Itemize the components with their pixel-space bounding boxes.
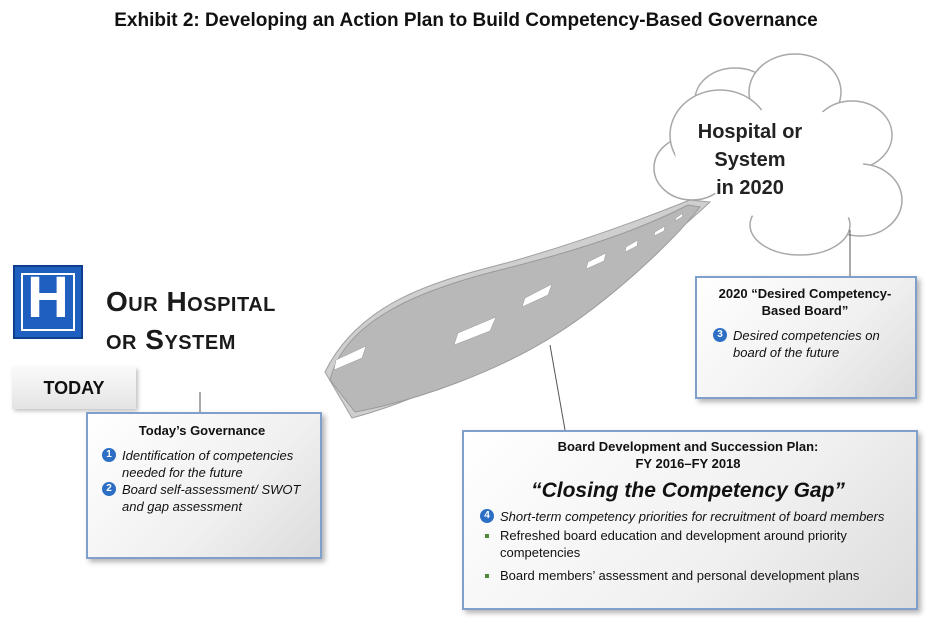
bullet-icon [485, 534, 489, 538]
hospital-name-line2: or System [106, 324, 236, 355]
plan-heading-line1: Board Development and Succession Plan: [557, 439, 819, 454]
hospital-name-line1: Our Hospital [106, 286, 276, 317]
plan-bullet-1 [470, 527, 906, 561]
desired-board-heading-line1: 2020 “Desired Competency- [718, 286, 892, 301]
destination-line1: Hospital or [697, 121, 803, 143]
today-item-2-text: Board self-assessment/ SWOT and gap assessment [122, 482, 301, 514]
desired-board-box [695, 276, 917, 399]
exhibit-title: Exhibit 2: Developing an Action Plan to Build Competency-Based Governance [114, 10, 818, 31]
today-item-1-text: Identification of competencies needed for the future [122, 448, 294, 480]
plan-bullet-1-text: Refreshed board education and development around priority competencies [500, 528, 847, 560]
destination-label [655, 118, 845, 202]
plan-heading-line2: FY 2016–FY 2018 [635, 456, 741, 471]
number-3-icon: 3 [713, 328, 727, 342]
plan-bullet-2-text: Board members’ assessment and personal development plans [500, 568, 860, 583]
desired-board-heading-line2: Based Board” [761, 303, 849, 318]
plan-item-4 [470, 508, 906, 525]
number-4-icon: 4 [480, 509, 494, 523]
hospital-logo-letter: H [27, 265, 69, 330]
today-label: TODAY [12, 367, 136, 409]
plan-bullet-2 [470, 567, 906, 584]
today-item-1 [92, 447, 312, 481]
hospital-name [106, 283, 276, 359]
number-2-icon: 2 [102, 482, 116, 496]
plan-subtitle: “Closing the Competency Gap” [531, 479, 845, 502]
destination-line2: System [714, 149, 786, 171]
hospital-logo-icon [13, 265, 83, 339]
today-governance-heading: Today’s Governance [138, 423, 266, 438]
number-1-icon: 1 [102, 448, 116, 462]
future-item-3-text: Desired competencies on board of the future [733, 328, 880, 360]
plan-item-4-text: Short-term competency priorities for recruitment of board members [500, 509, 885, 524]
today-item-2 [92, 481, 312, 515]
destination-line3: in 2020 [716, 177, 784, 199]
today-governance-box [86, 412, 322, 559]
future-item-3 [703, 327, 907, 361]
callout-line-plan [550, 345, 565, 430]
bullet-icon [485, 574, 489, 578]
succession-plan-box [462, 430, 918, 610]
